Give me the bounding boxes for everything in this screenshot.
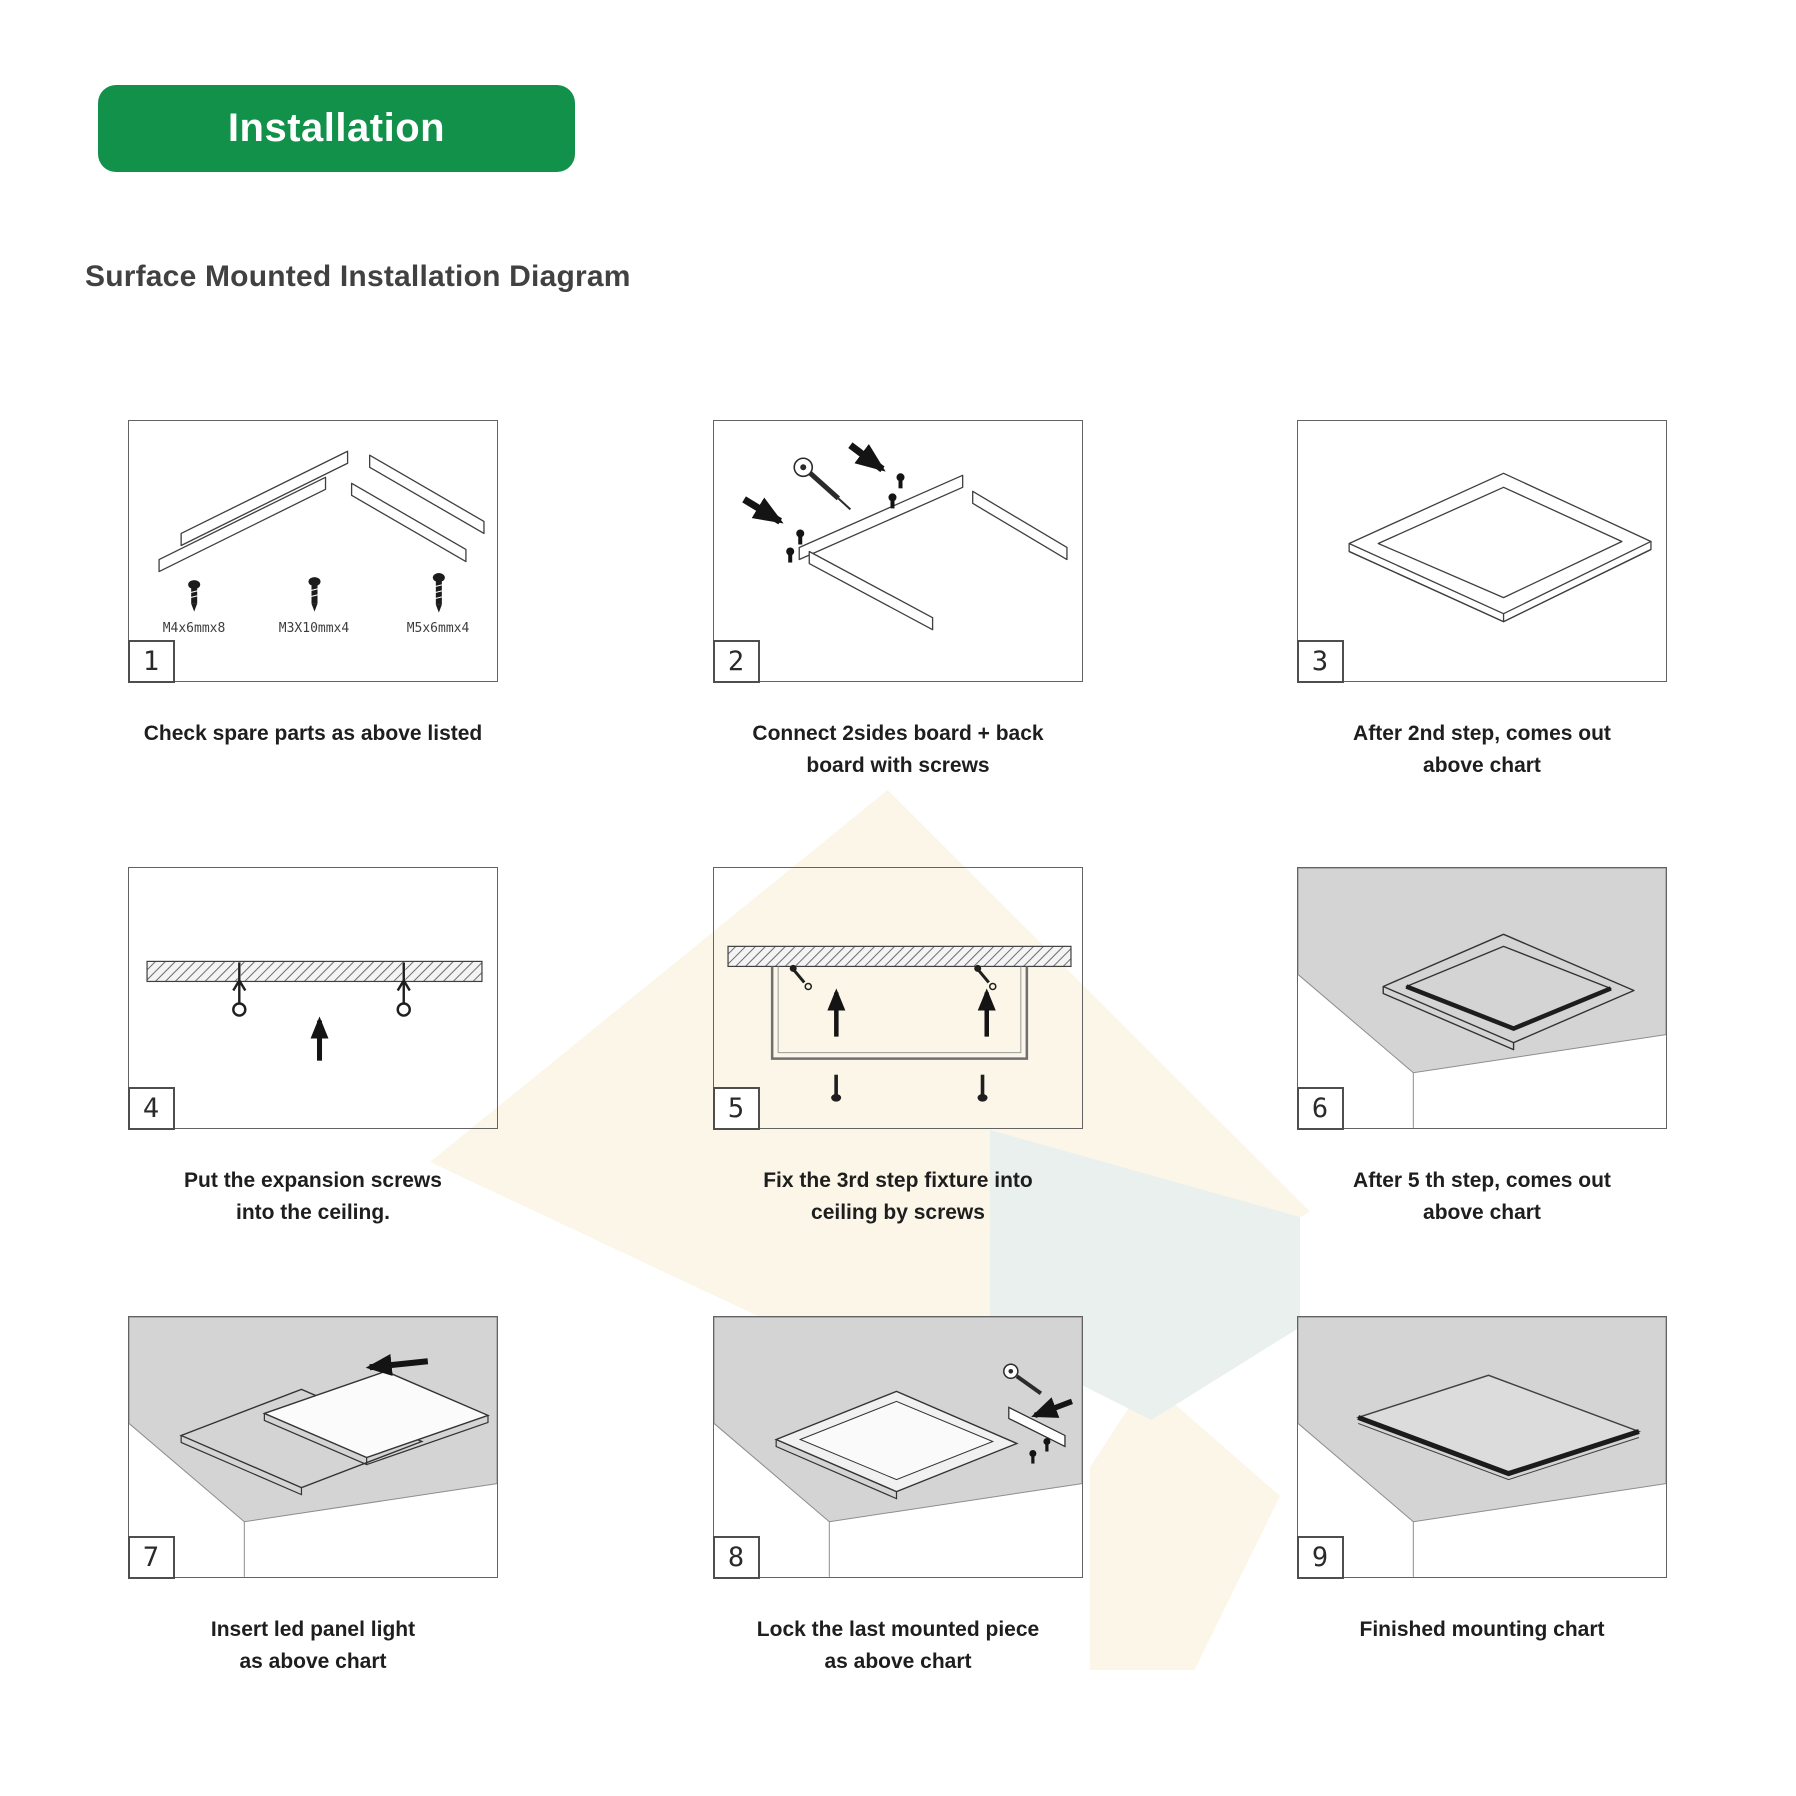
spare-parts-diagram — [129, 421, 497, 681]
step-2-number: 2 — [713, 640, 760, 683]
step-4-caption: Put the expansion screws into the ceiling. — [184, 1169, 442, 1224]
step-8-figure — [713, 1316, 1083, 1578]
step-1-figure — [128, 420, 498, 682]
page-title: Surface Mounted Installation Diagram — [85, 260, 631, 294]
step-1-number: 1 — [128, 640, 175, 683]
part-label-m4: M4x6mmx8 — [162, 621, 226, 636]
step-4-figure — [128, 867, 498, 1129]
step-6 — [1297, 867, 1667, 1229]
step-3 — [1297, 420, 1667, 782]
step-8-caption: Lock the last mounted piece as above chart — [756, 1618, 1040, 1673]
step-2-caption: Connect 2sides board + back board with screws — [752, 722, 1044, 777]
step-4 — [128, 867, 498, 1229]
assembled-frame-diagram — [1298, 421, 1666, 681]
expansion-screws-diagram — [129, 868, 497, 1128]
step-9-caption: Finished mounting chart — [1359, 1618, 1605, 1641]
step-2 — [713, 420, 1083, 782]
frame-mounted-diagram — [1298, 868, 1666, 1128]
step-6-number: 6 — [1297, 1087, 1344, 1130]
finished-mount-diagram — [1298, 1317, 1666, 1577]
step-7 — [128, 1316, 498, 1678]
insert-panel-diagram — [129, 1317, 497, 1577]
step-5 — [713, 867, 1083, 1229]
step-9-figure — [1297, 1316, 1667, 1578]
step-6-figure — [1297, 867, 1667, 1129]
step-3-number: 3 — [1297, 640, 1344, 683]
step-8-number: 8 — [713, 1536, 760, 1579]
fix-fixture-diagram — [714, 868, 1082, 1128]
lock-piece-diagram — [714, 1317, 1082, 1577]
step-3-figure — [1297, 420, 1667, 682]
installation-section-badge-label: Installation — [227, 106, 446, 150]
step-5-figure — [713, 867, 1083, 1129]
step-5-caption: Fix the 3rd step fixture into ceiling by screws — [763, 1169, 1033, 1224]
step-1 — [128, 420, 498, 750]
step-7-number: 7 — [128, 1536, 175, 1579]
step-5-number: 5 — [713, 1087, 760, 1130]
step-1-caption: Check spare parts as above listed — [143, 722, 483, 745]
part-label-m5: M5x6mmx4 — [406, 621, 470, 636]
step-7-caption: Insert led panel light as above chart — [210, 1618, 416, 1673]
step-2-figure — [713, 420, 1083, 682]
step-6-caption: After 5 th step, comes out above chart — [1353, 1169, 1611, 1224]
step-8 — [713, 1316, 1083, 1678]
step-9-number: 9 — [1297, 1536, 1344, 1579]
installation-section-badge — [98, 85, 575, 172]
connect-boards-diagram — [714, 421, 1082, 681]
part-label-m3: M3X10mmx4 — [278, 621, 350, 636]
step-4-number: 4 — [128, 1087, 175, 1130]
step-9 — [1297, 1316, 1667, 1646]
step-3-caption: After 2nd step, comes out above chart — [1353, 722, 1611, 777]
step-7-figure — [128, 1316, 498, 1578]
